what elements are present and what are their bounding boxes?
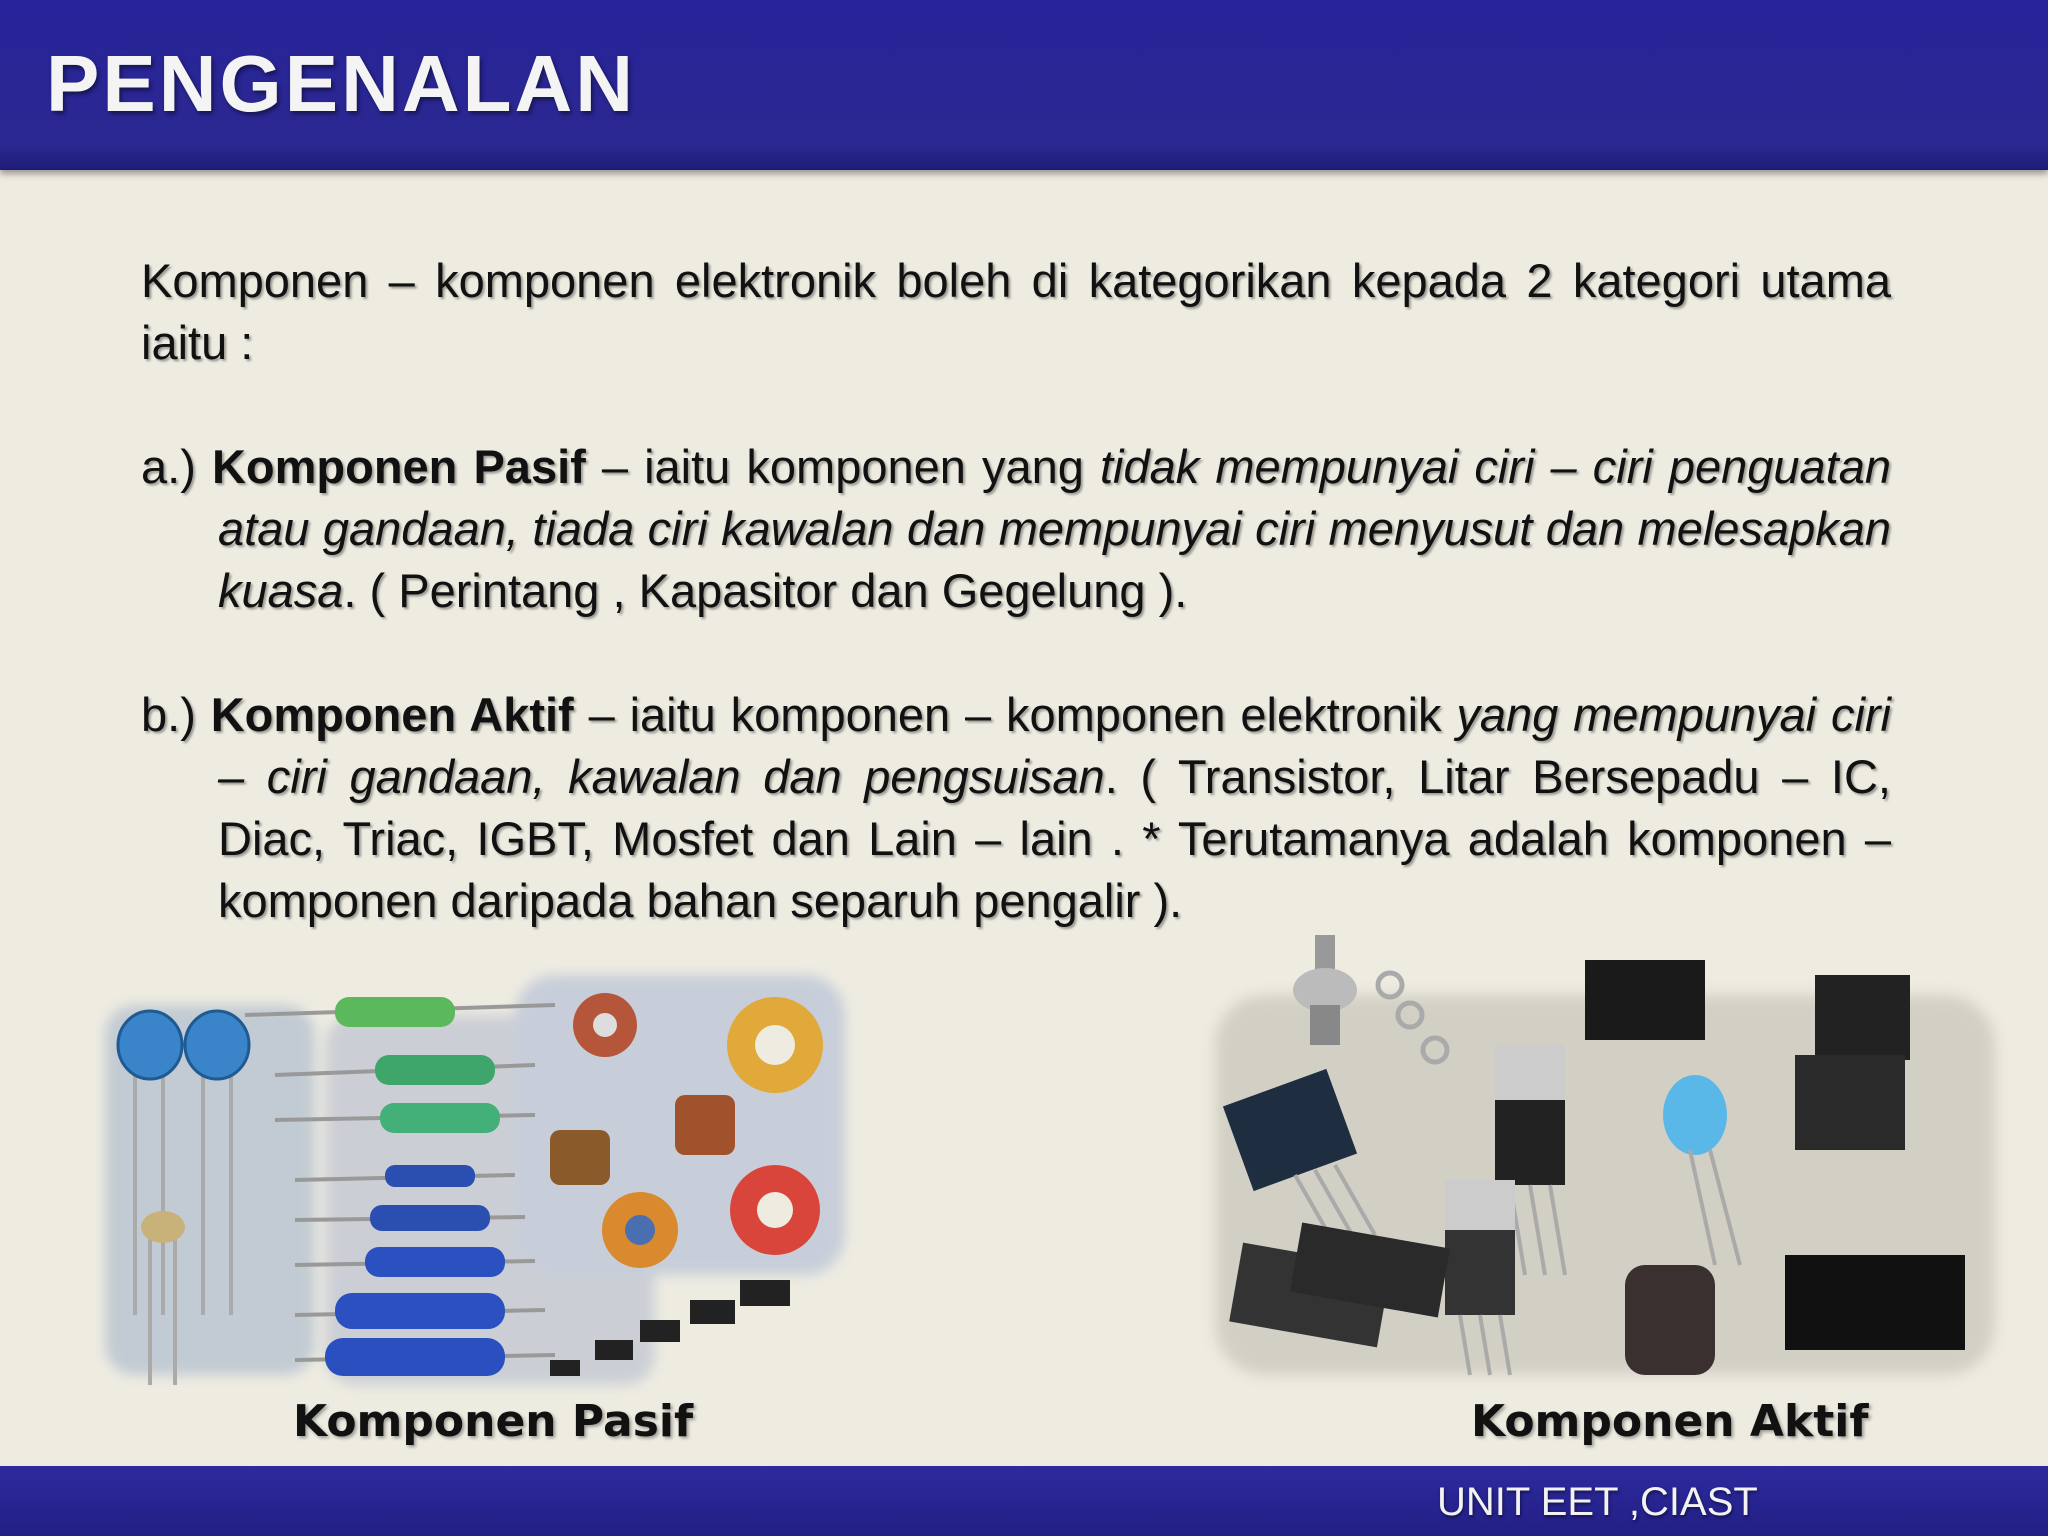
intro-paragraph: Komponen – komponen elektronik boleh di kategorikan kepada 2 kategori utama iaitu : (141, 254, 1891, 369)
term-komponen-aktif: Komponen Aktif (210, 688, 574, 741)
item-marker: b.) (141, 688, 196, 741)
item-examples: . ( Perintang , Kapasitor dan Gegelung ). (343, 564, 1188, 617)
caption-komponen-pasif: Komponen Pasif (293, 1396, 694, 1447)
item-text: – iaitu komponen yang (585, 440, 1100, 493)
item-marker: a.) (141, 440, 196, 493)
list-item-aktif (141, 684, 1891, 932)
caption-komponen-aktif: Komponen Aktif (1471, 1396, 1869, 1447)
item-definition: tidak mempunyai ciri – ciri penguatan atau gandaan, tiada ciri kawalan dan mempunyai ciri menyusut dan melesapkan kuasa (218, 440, 1891, 617)
passive-components-image (95, 965, 865, 1395)
item-definition: yang mempunyai ciri – ciri gandaan, kawalan dan pengsuisan (218, 688, 1891, 803)
slide-body (141, 250, 1891, 932)
slide-title: PENGENALAN (46, 39, 637, 128)
item-text: – iaitu komponen – komponen elektronik (573, 688, 1457, 741)
term-komponen-pasif: Komponen Pasif (211, 440, 586, 493)
item-examples: . ( Transistor, Litar Bersepadu – IC, Diac, Triac, IGBT, Mosfet dan Lain – lain . * Terutamanya adalah komponen – komponen daripada bahan separuh pengalir ). (218, 750, 1891, 927)
footer-label: UNIT EET ,CIAST (1437, 1480, 1758, 1524)
list-item-pasif (141, 436, 1891, 622)
active-components-image (1195, 935, 2010, 1390)
